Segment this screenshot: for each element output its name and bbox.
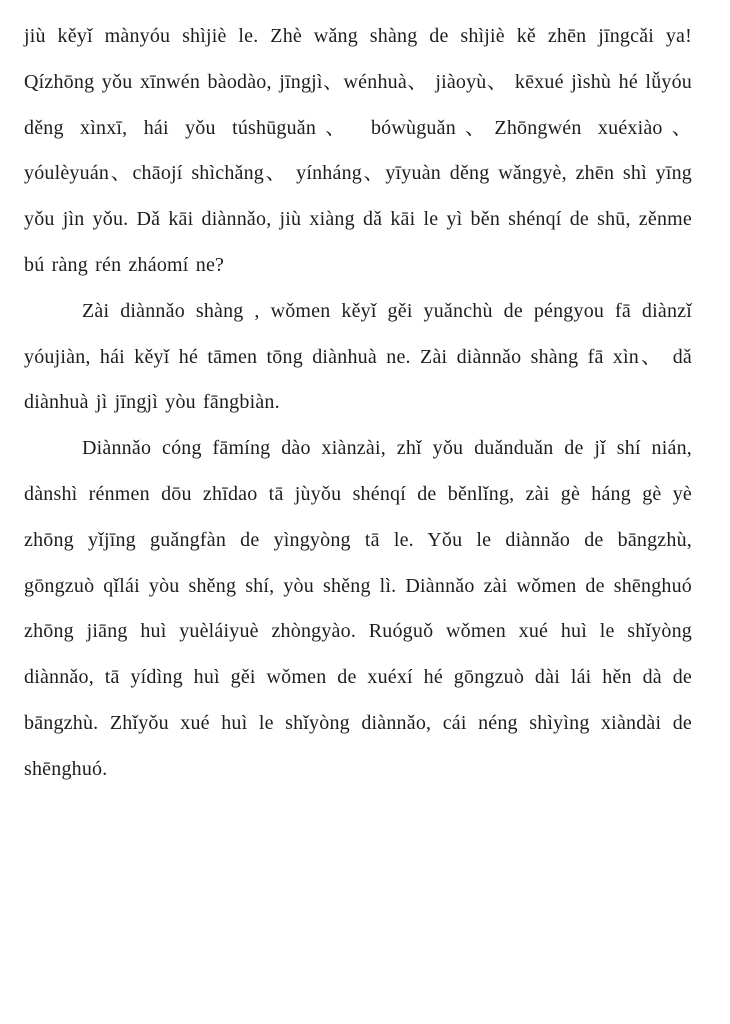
paragraph-3: Diànnǎo cóng fāmíng dào xiànzài, zhǐ yǒu duǎnduǎn de jǐ shí nián, dànshì rénmen dōu zhīdao tā jùyǒu shénqí de běnlǐng, zài gè háng gè yè zhōng yǐjīng guǎngfàn de yìngyòng tā le. Yǒu le diànnǎo de bāngzhù, gōngzuò qǐlái yòu shěng shí, yòu shěng lì. Diànnǎo zài wǒmen de shēnghuó zhōng jiāng huì yuèláiyuè zhòngyào. Ruóguǒ wǒmen xué huì le shǐyòng diànnǎo, tā yídìng huì gěi wǒmen de xuéxí hé gōngzuò dài lái hěn dà de bāngzhù. Zhǐyǒu xué huì le shǐyòng diànnǎo, cái néng shìyìng xiàndài de shēnghuó.: [24, 437, 692, 780]
paragraph-2: Zài diànnǎo shàng , wǒmen kěyǐ gěi yuǎnchù de péngyou fā diànzǐ yóujiàn, hái kěyǐ hé tāmen tōng diànhuà ne. Zài diànnǎo shàng fā xìn、 dǎ diànhuà jì jīngjì yòu fāngbiàn.: [24, 299, 692, 414]
paragraph-1: jiù kěyǐ mànyóu shìjiè le. Zhè wǎng shàng de shìjiè kě zhēn jīngcǎi ya! Qízhōng yǒu xīnwén bàodào, jīngjì、wénhuà、 jiàoyù、 kēxué jìshù hé lǚyóu děng xìnxī, hái yǒu túshūguǎn、 bówùguǎn、Zhōngwén xuéxiào、yóulèyuán、chāojí shìchǎng、 yínháng、yīyuàn děng wǎngyè, zhēn shì yīng yǒu jìn yǒu. Dǎ kāi diànnǎo, jiù xiàng dǎ kāi le yì běn shénqí de shū, zěnme bú ràng rén zháomí ne?: [24, 25, 692, 276]
